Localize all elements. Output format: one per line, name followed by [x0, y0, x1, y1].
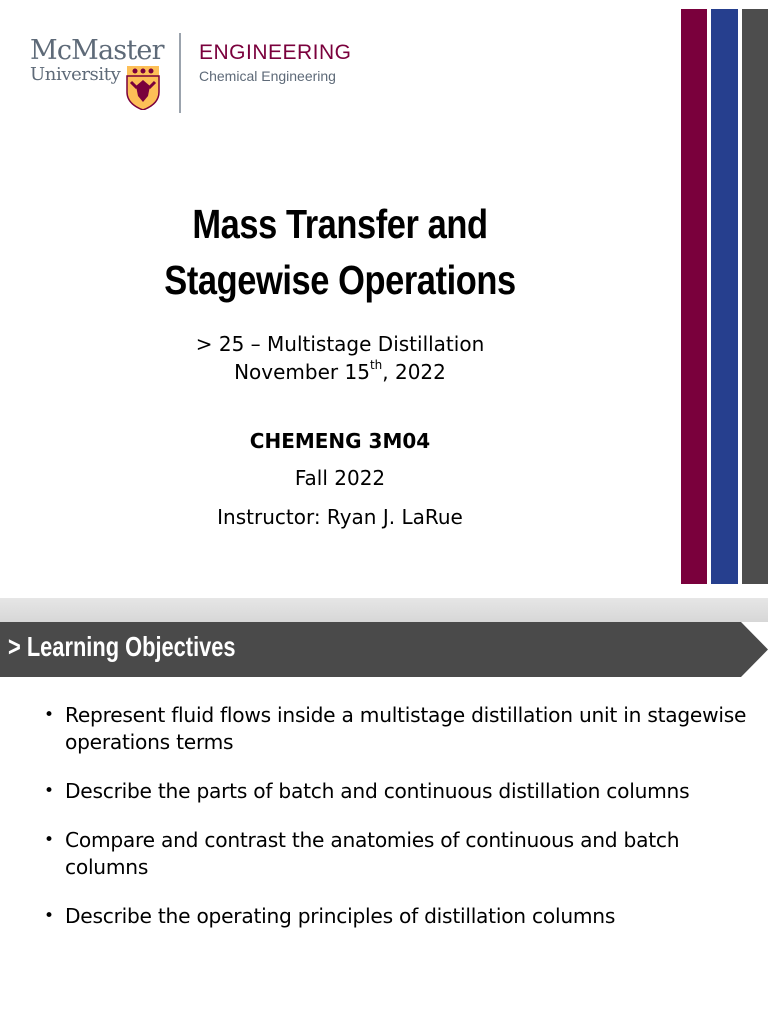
title-line-2: Stagewise Operations	[164, 257, 516, 303]
objectives-slide	[0, 622, 768, 1024]
maroon-stripe	[681, 9, 707, 584]
date-suffix: , 2022	[382, 360, 446, 384]
slide-title	[155, 196, 525, 308]
faculty-name: ENGINEERING	[199, 41, 352, 64]
list-item	[44, 827, 754, 881]
bullet-icon: •	[44, 830, 54, 850]
crest-icon	[126, 66, 160, 110]
instructor-name: Instructor: Ryan J. LaRue	[217, 505, 463, 529]
lecture-subtitle: > 25 – Multistage Distillation	[195, 332, 485, 356]
lecture-date	[90, 360, 590, 384]
slide-separator	[0, 598, 768, 622]
blue-stripe	[711, 9, 738, 584]
date-superscript: th	[369, 358, 383, 373]
section-banner	[0, 622, 768, 677]
list-item	[44, 903, 754, 930]
objective-text: Compare and contrast the anatomies of continuous and batch columns	[65, 828, 680, 879]
course-term: Fall 2022	[294, 466, 386, 490]
title-line-1: Mass Transfer and	[192, 201, 488, 247]
course-code: CHEMENG 3M04	[249, 429, 431, 453]
objective-text: Describe the operating principles of distillation columns	[65, 904, 616, 928]
grey-stripe	[742, 9, 768, 584]
objective-text: Describe the parts of batch and continuous distillation columns	[65, 779, 690, 803]
department-name: Chemical Engineering	[199, 68, 336, 84]
mcmaster-engineering-logo	[28, 33, 352, 115]
bullet-icon: •	[44, 906, 54, 926]
objective-text: Represent fluid flows inside a multistage distillation unit in stagewise operations terms	[65, 703, 747, 754]
section-heading: > Learning Objectives	[8, 631, 236, 662]
objectives-list	[44, 702, 754, 952]
list-item	[44, 702, 754, 756]
date-prefix: November 15	[234, 360, 370, 384]
bullet-icon: •	[44, 781, 54, 801]
list-item	[44, 778, 754, 805]
bullet-icon: •	[44, 705, 54, 725]
logo-divider	[179, 33, 181, 113]
university-name: McMaster	[30, 35, 164, 66]
university-suffix: University	[30, 64, 121, 85]
